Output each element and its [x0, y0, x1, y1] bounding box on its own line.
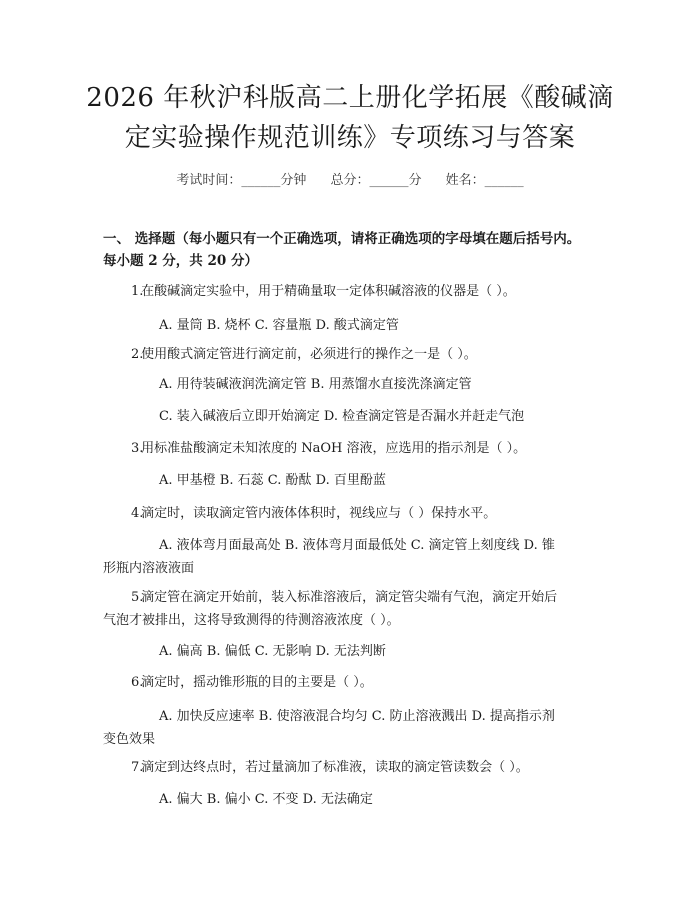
question-2: [103, 343, 603, 366]
question-number: 2.: [131, 347, 144, 362]
option-line: C. 装入碱液后立即开始滴定 D. 检查滴定管是否漏水并赶走气泡: [159, 409, 525, 424]
question-number: 4.: [131, 506, 144, 521]
question-number: 1.: [131, 284, 144, 299]
question-number: 3.: [131, 441, 144, 456]
question-stem: 用标准盐酸滴定未知浓度的 NaOH 溶液，应选用的指示剂是（ ）。: [141, 441, 527, 456]
question-6-options: [103, 705, 603, 751]
question-stem: 在酸碱滴定实验中，用于精确量取一定体积碱溶液的仪器是（ ）。: [141, 284, 516, 299]
question-stem: 滴定到达终点时，若过量滴加了标准液，读取的滴定管读数会（ ）。: [141, 760, 529, 775]
option-line: A. 液体弯月面最高处 B. 液体弯月面最低处 C. 滴定管上刻度线 D. 锥: [159, 538, 555, 553]
question-number: 6.: [131, 675, 144, 690]
option-line: A. 甲基橙 B. 石蕊 C. 酚酞 D. 百里酚蓝: [159, 473, 386, 488]
question-1: [103, 280, 603, 303]
question-2-options: [103, 373, 603, 428]
title-line-1: 2026 年秋沪科版高二上册化学拓展《酸碱滴: [86, 83, 614, 113]
question-3-options: [103, 469, 603, 492]
option-line: A. 偏大 B. 偏小 C. 不变 D. 无法确定: [159, 792, 373, 807]
option-line-wrap: 形瓶内溶液液面: [103, 561, 195, 576]
exam-meta: [0, 169, 700, 188]
question-7-options: [103, 788, 603, 811]
question-4-options: [103, 534, 603, 580]
exam-time: 考试时间：______分钟: [176, 173, 307, 188]
option-line: A. 偏高 B. 偏低 C. 无影响 D. 无法判断: [159, 644, 386, 659]
total-score: 总分：______分: [330, 173, 422, 188]
question-3: [103, 437, 603, 460]
question-stem: 滴定时，读取滴定管内液体体积时，视线应与（ ）保持水平。: [141, 506, 497, 521]
question-number: 7.: [131, 760, 144, 775]
option-line: A. 量筒 B. 烧杯 C. 容量瓶 D. 酸式滴定管: [159, 318, 399, 333]
option-line: A. 用待装碱液润洗滴定管 B. 用蒸馏水直接洗涤滴定管: [159, 377, 472, 392]
section-heading: [103, 228, 603, 272]
question-stem: 使用酸式滴定管进行滴定前，必须进行的操作之一是（ ）。: [141, 347, 477, 362]
section-heading-line-1: 一、 选择题（每小题只有一个正确选项，请将正确选项的字母填在题后括号内。: [103, 231, 581, 247]
question-5-options: [103, 640, 603, 663]
option-line-wrap: 变色效果: [103, 732, 156, 747]
document-title: [60, 78, 640, 158]
option-line: A. 加快反应速率 B. 使溶液混合均匀 C. 防止溶液溅出 D. 提高指示剂: [159, 709, 555, 724]
student-name: 姓名：______: [445, 173, 524, 188]
question-stem: 滴定管在滴定开始前，装入标准溶液后，滴定管尖端有气泡，滴定开始后: [141, 590, 558, 605]
question-7: [103, 756, 603, 779]
question-1-options: [103, 314, 603, 337]
question-5: [103, 586, 603, 632]
question-stem-wrap: 气泡才被排出，这将导致测得的待测溶液浓度（ ）。: [103, 613, 400, 628]
title-line-2: 定实验操作规范训练》专项练习与答案: [124, 123, 576, 153]
question-number: 5.: [131, 590, 144, 605]
question-4: [103, 502, 603, 525]
question-stem: 滴定时，摇动锥形瓶的目的主要是（ ）。: [141, 675, 373, 690]
question-6: [103, 671, 603, 694]
section-heading-line-2: 每小题 2 分，共 20 分）: [103, 253, 258, 269]
